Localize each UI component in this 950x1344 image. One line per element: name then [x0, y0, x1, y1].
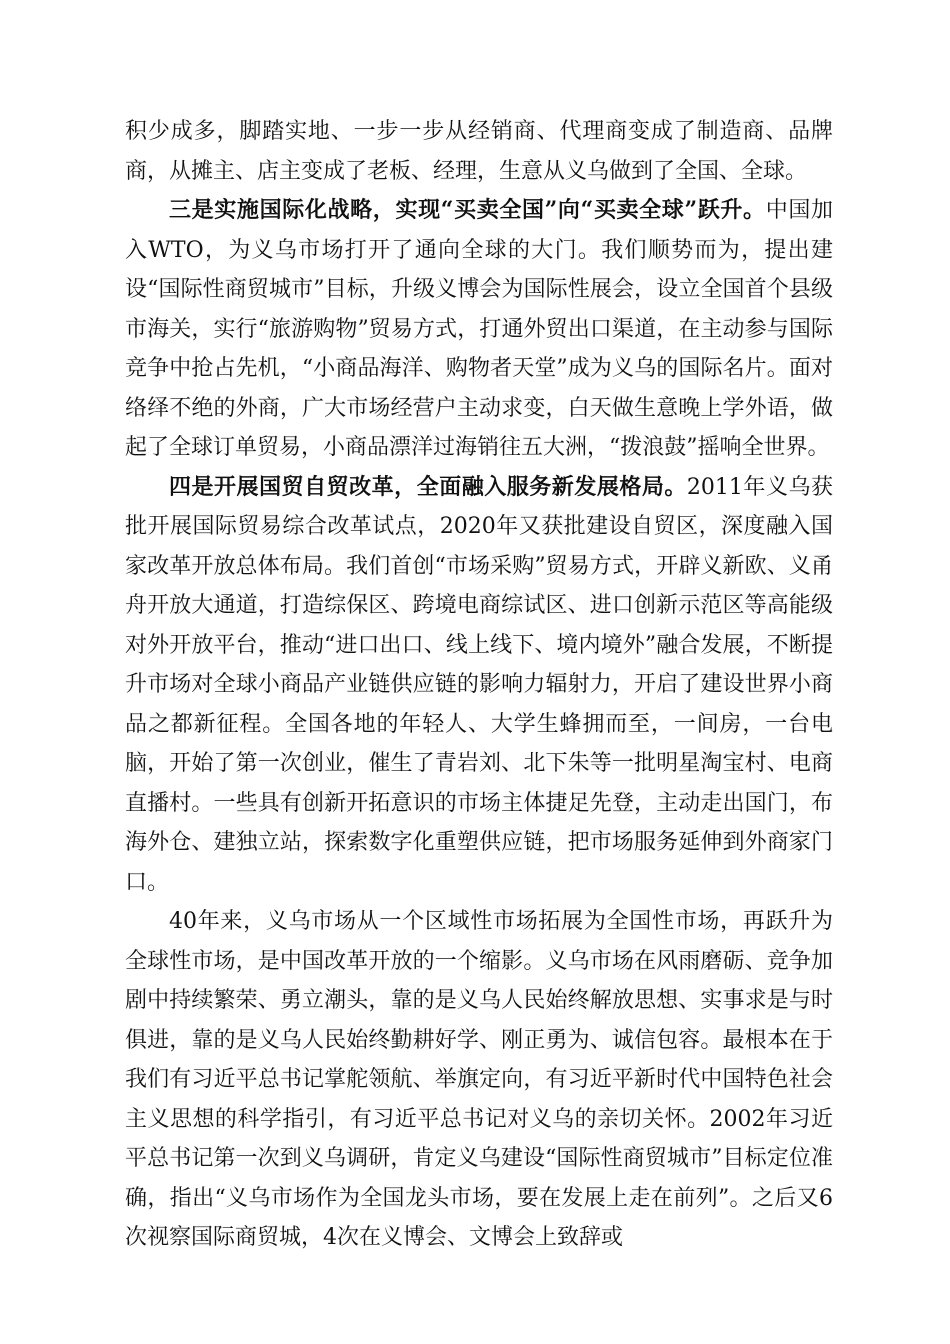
paragraph-3 [125, 468, 833, 903]
paragraph-4 [125, 902, 833, 1258]
document-page [125, 112, 833, 1258]
paragraph-3-lead: 四是开展国贸自贸改革，全面融入服务新发展格局。 [169, 473, 687, 500]
paragraph-2-body: 中国加入WTO，为义乌市场打开了通向全球的大门。我们顺势而为，提出建设“国际性商贸城市”目标，升级义博会为国际性展会，设立全国首个县级市海关，实行“旅游购物”贸易方式，打通外贸出口渠道，在主动参与国际竞争中抢占先机，“小商品海洋、购物者天堂”成为义乌的国际名片。面对络绎不绝的外商，广大市场经营户主动求变，白天做生意晚上学外语，做起了全球订单贸易，小商品漂洋过海销往五大洲，“拨浪鼓”摇响全世界。 [125, 198, 833, 460]
paragraph-1-body: 积少成多，脚踏实地、一步一步从经销商、代理商变成了制造商、品牌商，从摊主、店主变成了老板、经理，生意从义乌做到了全国、全球。 [125, 119, 833, 184]
paragraph-2-lead: 三是实施国际化战略，实现“买卖全国”向“买卖全球”跃升。 [169, 197, 766, 223]
paragraph-1 [125, 112, 833, 191]
paragraph-2 [125, 191, 833, 468]
paragraph-3-body: 2011年义乌获批开展国际贸易综合改革试点，2020年又获批建设自贸区，深度融入国家改革开放总体布局。我们首创“市场采购”贸易方式，开辟义新欧、义甬舟开放大通道，打造综保区、跨境电商综试区、进口创新示范区等高能级对外开放平台，推动“进口出口、线上线下、境内境外”融合发展，不断提升市场对全球小商品产业链供应链的影响力辐射力，开启了建设世界小商品之都新征程。全国各地的年轻人、大学生蜂拥而至，一间房，一台电脑，开始了第一次创业，催生了青岩刘、北下朱等一批明星淘宝村、电商直播村。一些具有创新开拓意识的市场主体捷足先登，主动走出国门，布海外仓、建独立站，探索数字化重塑供应链，把市场服务延伸到外商家门口。 [125, 474, 833, 895]
paragraph-4-body: 40年来，义乌市场从一个区域性市场拓展为全国性市场，再跃升为全球性市场，是中国改革开放的一个缩影。义乌市场在风雨磨砺、竞争加剧中持续繁荣、勇立潮头，靠的是义乌人民始终解放思想、实事求是与时俱进，靠的是义乌人民始终勤耕好学、刚正勇为、诚信包容。最根本在于我们有习近平总书记掌舵领航、举旗定向，有习近平新时代中国特色社会主义思想的科学指引，有习近平总书记对义乌的亲切关怀。2002年习近平总书记第一次到义乌调研，肯定义乌建设“国际性商贸城市”目标定位准确，指出“义乌市场作为全国龙头市场，要在发展上走在前列”。之后又6次视察国际商贸城，4次在义博会、文博会上致辞或 [125, 909, 833, 1250]
